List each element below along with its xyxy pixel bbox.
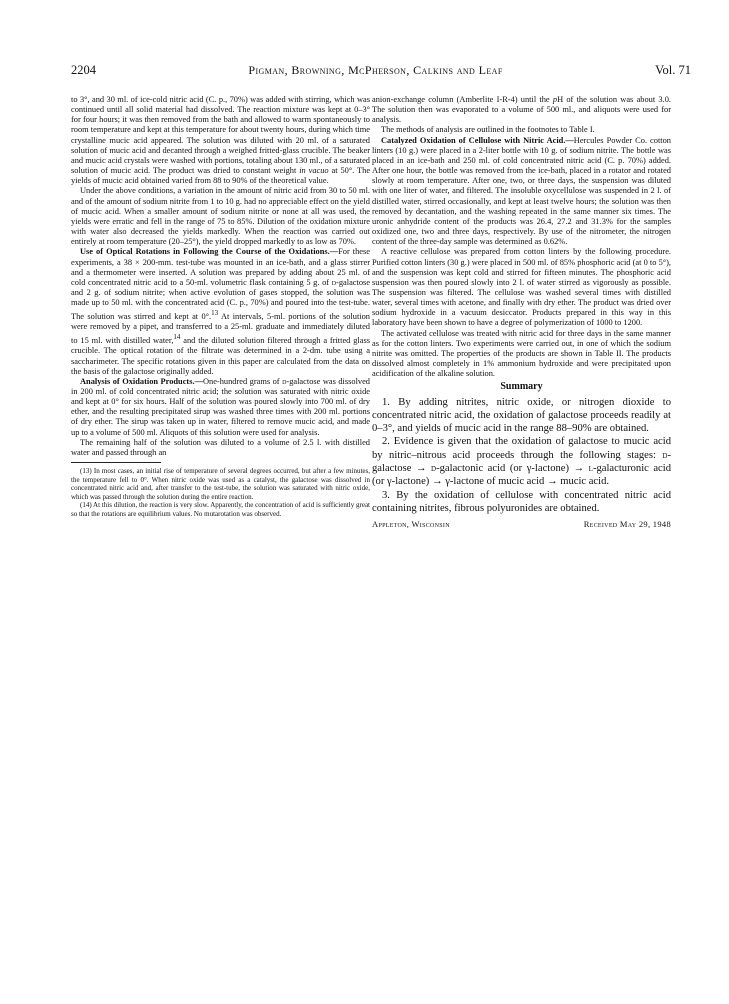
received-date: Received May 29, 1948 (583, 519, 671, 530)
paragraph: The remaining half of the solution was diluted to a volume of 2.5 l. with distilled water and passed through an (71, 437, 370, 457)
signoff (372, 519, 671, 529)
volume-label: Vol. 71 (655, 63, 691, 77)
paragraph: Catalyzed Oxidation of Cellulose with Nitric Acid.—Hercules Powder Co. cotton linters (10 g.) were placed in a 2-liter bottle with 10 g. of sodium nitrite. The bottle was placed in an ice-bath and 250 ml. of cold concentrated nitric acid (C. p. 70%) added. After one hour, the bottle was removed from the ice-bath, placed in a rotator and rotated slowly at room temperature. After one, two, or three days, the suspension was diluted with one liter of water, and filtered. The insoluble oxycellulose was suspended in 2 l. of distilled water, stirred occasionally, and kept at least twelve hours; the solution was then removed by decantation, and the washing repeated in the same manner six times. The uronic anhydride content of the products was 26.4, 27.2 and 31.3% for the samples oxidized one, two and three days, respectively. By use of the nitrometer, the nitrogen content of the three-day sample was determined as 0.62%. (372, 135, 671, 247)
right-column (372, 95, 671, 529)
footnote: (14) At this dilution, the reaction is very slow. Apparently, the concentration of acid is sufficiently great so that the rotations are equilibrium values. No mutarotation was observed. (71, 501, 370, 519)
running-head (71, 63, 691, 79)
paragraph: Under the above conditions, a variation in the amount of nitric acid from 30 to 50 ml. and of the amount of sodium nitrite from 1 to 10 g. had no appreciable effect on the yield of mucic acid. When a smaller amount of sodium nitrite or none at all was used, the yields were erratic and fell in the range of 75 to 85%. Dilution of the oxidation mixture with water also decreased the yields markedly. When the reaction was carried out entirely at room temperature (20–25°), the yield dropped markedly to as low as 70%. (71, 186, 370, 247)
page-number: 2204 (71, 63, 96, 77)
left-column (71, 95, 370, 519)
paragraph: Use of Optical Rotations in Following the Course of the Oxidations.—For these experiments, a 38 × 200-mm. test-tube was mounted in an ice-bath, and a glass stirrer and a thermometer were inserted. A solution was prepared by adding about 25 ml. of cold concentrated nitric acid to a 50-ml. volumetric flask containing 5 g. of d-galactose and 2 g. of sodium nitrite; when active evolution of gases stopped, the solution was made up to 50 ml. with the concentrated acid (C. p., 70%) and poured into the test-tube. The solution was stirred and kept at 0°.$^{13}$ At intervals, 5-ml. portions of the solution were removed by a pipet, and transferred to a 25-ml. graduate and immediately diluted to 15 ml. with distilled water,$^{14}$ and the diluted solution filtered through a fritted glass crucible. The optical rotation of the filtrate was determined in a 2-dm. tube using a saccharimeter. The specific rotations given in this paper are calculated from the data on the basis of the galactose originally added. (71, 247, 371, 376)
summary-heading: Summary (500, 381, 543, 393)
section-runin-heading: Analysis of Oxidation Products.— (80, 376, 203, 386)
summary-item: 1. By adding nitrites, nitric oxide, or nitrogen dioxide to concentrated nitric acid, the oxidation of galactose proceeds readily at 0–3°, and yields of mucic acid in the range 88–90% are obtained. (372, 396, 671, 435)
footnote-ref: 14 (173, 333, 181, 342)
summary (372, 396, 671, 516)
running-head-authors: Pigman, Browning, McPherson, Calkins and Leaf (248, 63, 503, 77)
paragraph: The activated cellulose was treated with nitric acid for three days in the same manner as for the cotton linters. Two experiments were carried out, in one of which the sodium nitrite was omitted. The properties of the products are shown in Table II. The products dissolved almost completely in 1% ammonium hydroxide and were precipitated upon acidification of the alkaline solution. (372, 328, 671, 379)
paragraph: Analysis of Oxidation Products.—One-hundred grams of d-galactose was dissolved in 200 ml. of cold concentrated nitric acid; the solution was saturated with nitric oxide and kept at 0° for six hours. Half of the solution was poured slowly into 700 ml. of dry ether, and the resulting precipitated sirup was washed three times with 200 ml. portions of dry ether. The sirup was taken up in water, filtered to remove mucic acid, and made up to a volume of 500 ml. Aliquots of this solution were used for analysis. (71, 376, 370, 437)
paragraph: to 3°, and 30 ml. of ice-cold nitric acid (C. p., 70%) was added with stirring, which was continued until all solid material had dissolved. The reaction mixture was kept at 0–3° for four hours; it was then removed from the bath and allowed to warm spontaneously to room temperature and kept at this temperature for about twenty hours, during which time crystalline mucic acid appeared. The solution was diluted with 20 ml. of a saturated solution of mucic acid and decanted through a weighed fritted-glass crucible. The beaker and mucic acid crystals were washed with portions, totaling about 130 ml., of a saturated solution of mucic acid. The product was dried to constant weight in vacuo at 50°. The yields of mucic acid obtained varied from 88 to 90% of the theoretical value. (71, 95, 371, 186)
footnote-divider (71, 462, 161, 463)
footnote-ref: 13 (211, 309, 219, 318)
footnote: (13) In most cases, an initial rise of temperature of several degrees occurred, but after a few minutes, the temperature fell to 0°. When nitric oxide was used as a catalyst, the galactose was dissolved in concentrated nitric acid and, after transfer to the test-tube, the solution was saturated with nitric oxide, which was passed through the solution during the entire reaction. (71, 467, 370, 501)
section-runin-heading: Catalyzed Oxidation of Cellulose with Nitric Acid.— (381, 135, 574, 145)
section-runin-heading: Use of Optical Rotations in Following the Course of the Oxidations.— (80, 247, 339, 257)
footnotes (71, 467, 370, 519)
paragraph: The methods of analysis are outlined in the footnotes to Table I. (381, 125, 595, 135)
summary-item: 2. Evidence is given that the oxidation of galactose to mucic acid by nitric–nitrous acid proceeds through the following stages: d-galactose → d-galactonic acid (or γ-lactone) → l-galacturonic acid (or γ-lactone) → γ-lactone of mucic acid → mucic acid. (372, 436, 671, 488)
summary-item: 3. By the oxidation of cellulose with concentrated nitric acid containing nitrites, fibrous polyuronides are obtained. (372, 489, 671, 514)
paragraph: anion-exchange column (Amberlite I-R-4) until the pH of the solution was about 3.0. The solution then was evaporated to a volume of 500 ml., and aliquots were used for analysis. (372, 95, 671, 125)
location: Appleton, Wisconsin (372, 519, 450, 530)
paragraph: A reactive cellulose was prepared from cotton linters by the following procedure. Purified cotton linters (30 g.) were placed in 500 ml. of 85% phosphoric acid (at 0 to 5°), and the suspension was kept cold and stirred for fifteen minutes. The phosphoric acid suspension was then poured slowly into 2 l. of water stirred as vigorously as possible. The suspension was filtered. The cellulose was washed several times with distilled water, several times with acetone, and finally with dry ether. The product was dried over sodium hydroxide in a vacuum desiccator. Products prepared in this way in this laboratory have been shown to have a degree of polymerization of 1000 to 1200. (372, 247, 671, 328)
